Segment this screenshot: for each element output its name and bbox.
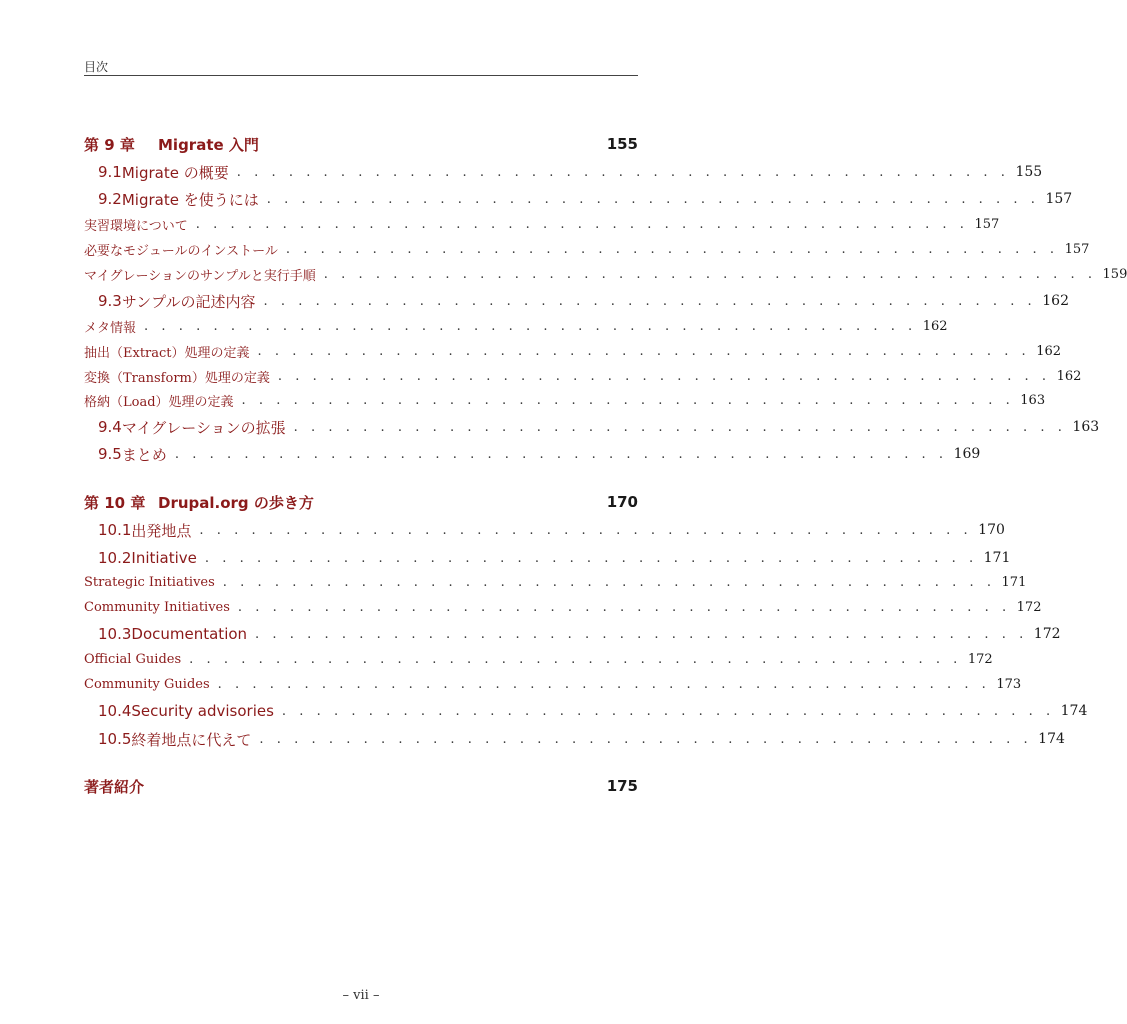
toc-title: マイグレーションの拡張 bbox=[121, 418, 286, 437]
toc-subsection[interactable] bbox=[84, 388, 1046, 412]
toc-title: 著者紹介 bbox=[84, 777, 145, 796]
toc-page: 155 bbox=[606, 135, 638, 153]
toc-leader: . . . . . . . . . . . . . . . . . . . . . . . . . . . . . . . . . . . . . . . . . . . . . bbox=[174, 446, 948, 462]
toc-page: 172 bbox=[967, 651, 993, 667]
toc-title: 格納（Load）処理の定義 bbox=[84, 394, 234, 410]
toc-leader: . . . . . . . . . . . . . . . . . . . . . . . . . . . . . . . . . . . . . . . . . . . . . bbox=[144, 318, 917, 334]
toc-leader: . . . . . . . . . . . . . . . . . . . . . . . . . . . . . . . . . . . . . . . . . . . . . bbox=[263, 293, 1037, 309]
toc-page: 173 bbox=[996, 676, 1022, 692]
toc-title: サンプルの記述内容 bbox=[121, 292, 256, 311]
toc-subsection[interactable] bbox=[84, 314, 948, 338]
toc-page: 162 bbox=[1056, 368, 1082, 384]
toc-number: 10.1 bbox=[98, 521, 132, 539]
toc-leader: . . . . . . . . . . . . . . . . . . . . . . . . . . . . . . . . . . . . . . . . . . . . . bbox=[236, 164, 1010, 180]
toc-title: 終着地点に代えて bbox=[131, 730, 252, 749]
toc-section-9-4[interactable] bbox=[84, 415, 1100, 439]
toc-number: 9.1 bbox=[98, 163, 122, 181]
toc-title: Documentation bbox=[131, 625, 248, 643]
toc-subsection[interactable] bbox=[84, 595, 1042, 619]
toc-page: 172 bbox=[1033, 626, 1061, 642]
toc-page: 170 bbox=[978, 522, 1005, 538]
toc-chapter-10[interactable] bbox=[84, 490, 638, 514]
toc-page: 171 bbox=[983, 550, 1011, 566]
toc-title: Migrate の概要 bbox=[121, 163, 229, 182]
toc-leader: . . . . . . . . . . . . . . . . . . . . . . . . . . . . . . . . . . . . . . . . . . . . . bbox=[323, 266, 1097, 282]
toc-subsection[interactable] bbox=[84, 262, 1127, 286]
toc-title: まとめ bbox=[121, 445, 167, 464]
toc-title: Strategic Initiatives bbox=[84, 574, 215, 590]
toc-section-10-3[interactable] bbox=[84, 622, 1061, 646]
toc-subsection[interactable] bbox=[84, 672, 1022, 696]
toc-leader: . . . . . . . . . . . . . . . . . . . . . . . . . . . . . . . . . . . . . . . . . . . . . bbox=[189, 651, 962, 667]
toc-title: 出発地点 bbox=[131, 521, 192, 540]
toc-title: Security advisories bbox=[131, 702, 274, 720]
toc-page: 169 bbox=[953, 446, 981, 462]
toc-leader: . . . . . . . . . . . . . . . . . . . . . . . . . . . . . . . . . . . . . . . . . . . . . bbox=[277, 368, 1051, 384]
running-header: 目次 bbox=[84, 60, 109, 74]
toc-number: 10.4 bbox=[98, 702, 132, 720]
toc-leader: . . . . . . . . . . . . . . . . . . . . . . . . . . . . . . . . . . . . . . . . . . . . . bbox=[241, 392, 1015, 408]
toc-title: メタ情報 bbox=[84, 320, 137, 336]
toc-page: 163 bbox=[1072, 419, 1100, 435]
toc-leader: . . . . . . . . . . . . . . . . . . . . . . . . . . . . . . . . . . . . . . . . . . . . . bbox=[237, 599, 1011, 615]
toc-page: 157 bbox=[1064, 241, 1090, 257]
toc-section-9-2[interactable] bbox=[84, 187, 1073, 211]
toc-title: Initiative bbox=[131, 549, 197, 567]
toc-leader: . . . . . . . . . . . . . . . . . . . . . . . . . . . . . . . . . . . . . . . . . . . . . bbox=[259, 731, 1033, 747]
toc-number: 第 10 章 bbox=[84, 493, 146, 512]
toc-chapter-9[interactable] bbox=[84, 132, 638, 156]
toc-leader: . . . . . . . . . . . . . . . . . . . . . . . . . . . . . . . . . . . . . . . . . . . . . bbox=[222, 574, 996, 590]
toc-page: 171 bbox=[1001, 574, 1027, 590]
header-rule bbox=[84, 75, 638, 76]
toc-subsection[interactable] bbox=[84, 364, 1082, 388]
toc-number: 9.2 bbox=[98, 190, 122, 208]
toc-number: 9.3 bbox=[98, 292, 122, 310]
toc-title: Official Guides bbox=[84, 651, 182, 667]
toc-page: 155 bbox=[1015, 164, 1043, 180]
toc-page: 159 bbox=[1102, 266, 1127, 282]
toc-title: 必要なモジュールのインストール bbox=[84, 243, 278, 259]
toc-number: 10.2 bbox=[98, 549, 132, 567]
toc-leader: . . . . . . . . . . . . . . . . . . . . . . . . . . . . . . . . . . . . . . . . . . . . . bbox=[195, 216, 969, 232]
toc-leader: . . . . . . . . . . . . . . . . . . . . . . . . . . . . . . . . . . . . . . . . . . . . . bbox=[257, 343, 1031, 359]
toc-number: 9.4 bbox=[98, 418, 122, 436]
toc-section-9-1[interactable] bbox=[84, 160, 1043, 184]
toc-page: 157 bbox=[1045, 191, 1073, 207]
toc-page: 163 bbox=[1020, 392, 1046, 408]
toc-section-10-1[interactable] bbox=[84, 518, 1005, 542]
toc-section-10-2[interactable] bbox=[84, 546, 1011, 570]
toc-leader: . . . . . . . . . . . . . . . . . . . . . . . . . . . . . . . . . . . . . . . . . . . . . bbox=[204, 550, 978, 566]
toc-page: 172 bbox=[1016, 599, 1042, 615]
toc-subsection[interactable] bbox=[84, 647, 993, 671]
toc-title: Community Guides bbox=[84, 676, 210, 692]
toc-leader: . . . . . . . . . . . . . . . . . . . . . . . . . . . . . . . . . . . . . . . . . . . . . bbox=[266, 191, 1040, 207]
toc-leader: . . . . . . . . . . . . . . . . . . . . . . . . . . . . . . . . . . . . . . . . . . . . . bbox=[281, 703, 1055, 719]
toc-page: 170 bbox=[606, 493, 638, 511]
toc-leader: . . . . . . . . . . . . . . . . . . . . . . . . . . . . . . . . . . . . . . . . . . . . . bbox=[199, 522, 973, 538]
toc-author-profile[interactable] bbox=[84, 774, 638, 798]
toc-number: 9.5 bbox=[98, 445, 122, 463]
toc-title: Migrate を使うには bbox=[121, 190, 259, 209]
toc-title: 変換（Transform）処理の定義 bbox=[84, 370, 270, 386]
toc-title: Community Initiatives bbox=[84, 599, 230, 615]
toc-subsection[interactable] bbox=[84, 570, 1027, 594]
toc-number: 第 9 章 bbox=[84, 135, 135, 154]
toc-subsection[interactable] bbox=[84, 212, 1000, 236]
toc-number: 10.5 bbox=[98, 730, 132, 748]
toc-subsection[interactable] bbox=[84, 339, 1062, 363]
page-number: – vii – bbox=[342, 988, 380, 1003]
toc-page: 162 bbox=[922, 318, 948, 334]
toc-leader: . . . . . . . . . . . . . . . . . . . . . . . . . . . . . . . . . . . . . . . . . . . . . bbox=[285, 241, 1059, 257]
toc-page: 157 bbox=[974, 216, 1000, 232]
toc-section-10-5[interactable] bbox=[84, 727, 1065, 751]
toc-leader: . . . . . . . . . . . . . . . . . . . . . . . . . . . . . . . . . . . . . . . . . . . . . bbox=[255, 626, 1028, 642]
toc-subsection[interactable] bbox=[84, 237, 1090, 261]
toc-leader: . . . . . . . . . . . . . . . . . . . . . . . . . . . . . . . . . . . . . . . . . . . . . bbox=[293, 419, 1067, 435]
toc-title: 抽出（Extract）処理の定義 bbox=[84, 345, 250, 361]
toc-title: マイグレーションのサンプルと実行手順 bbox=[84, 268, 316, 284]
toc-page: 162 bbox=[1042, 293, 1069, 309]
toc-section-9-5[interactable] bbox=[84, 442, 981, 466]
toc-number: 10.3 bbox=[98, 625, 132, 643]
toc-title: Migrate 入門 bbox=[158, 135, 259, 154]
toc-title: Drupal.org の歩き方 bbox=[158, 493, 314, 512]
toc-page: 174 bbox=[1060, 703, 1088, 719]
toc-section-10-4[interactable] bbox=[84, 699, 1088, 723]
toc-page: 162 bbox=[1036, 343, 1062, 359]
toc-page: 174 bbox=[1038, 731, 1065, 747]
toc-title: 実習環境について bbox=[84, 218, 188, 234]
toc-leader: . . . . . . . . . . . . . . . . . . . . . . . . . . . . . . . . . . . . . . . . . . . . . bbox=[217, 676, 991, 692]
toc-page: 175 bbox=[606, 777, 638, 795]
toc-section-9-3[interactable] bbox=[84, 289, 1069, 313]
